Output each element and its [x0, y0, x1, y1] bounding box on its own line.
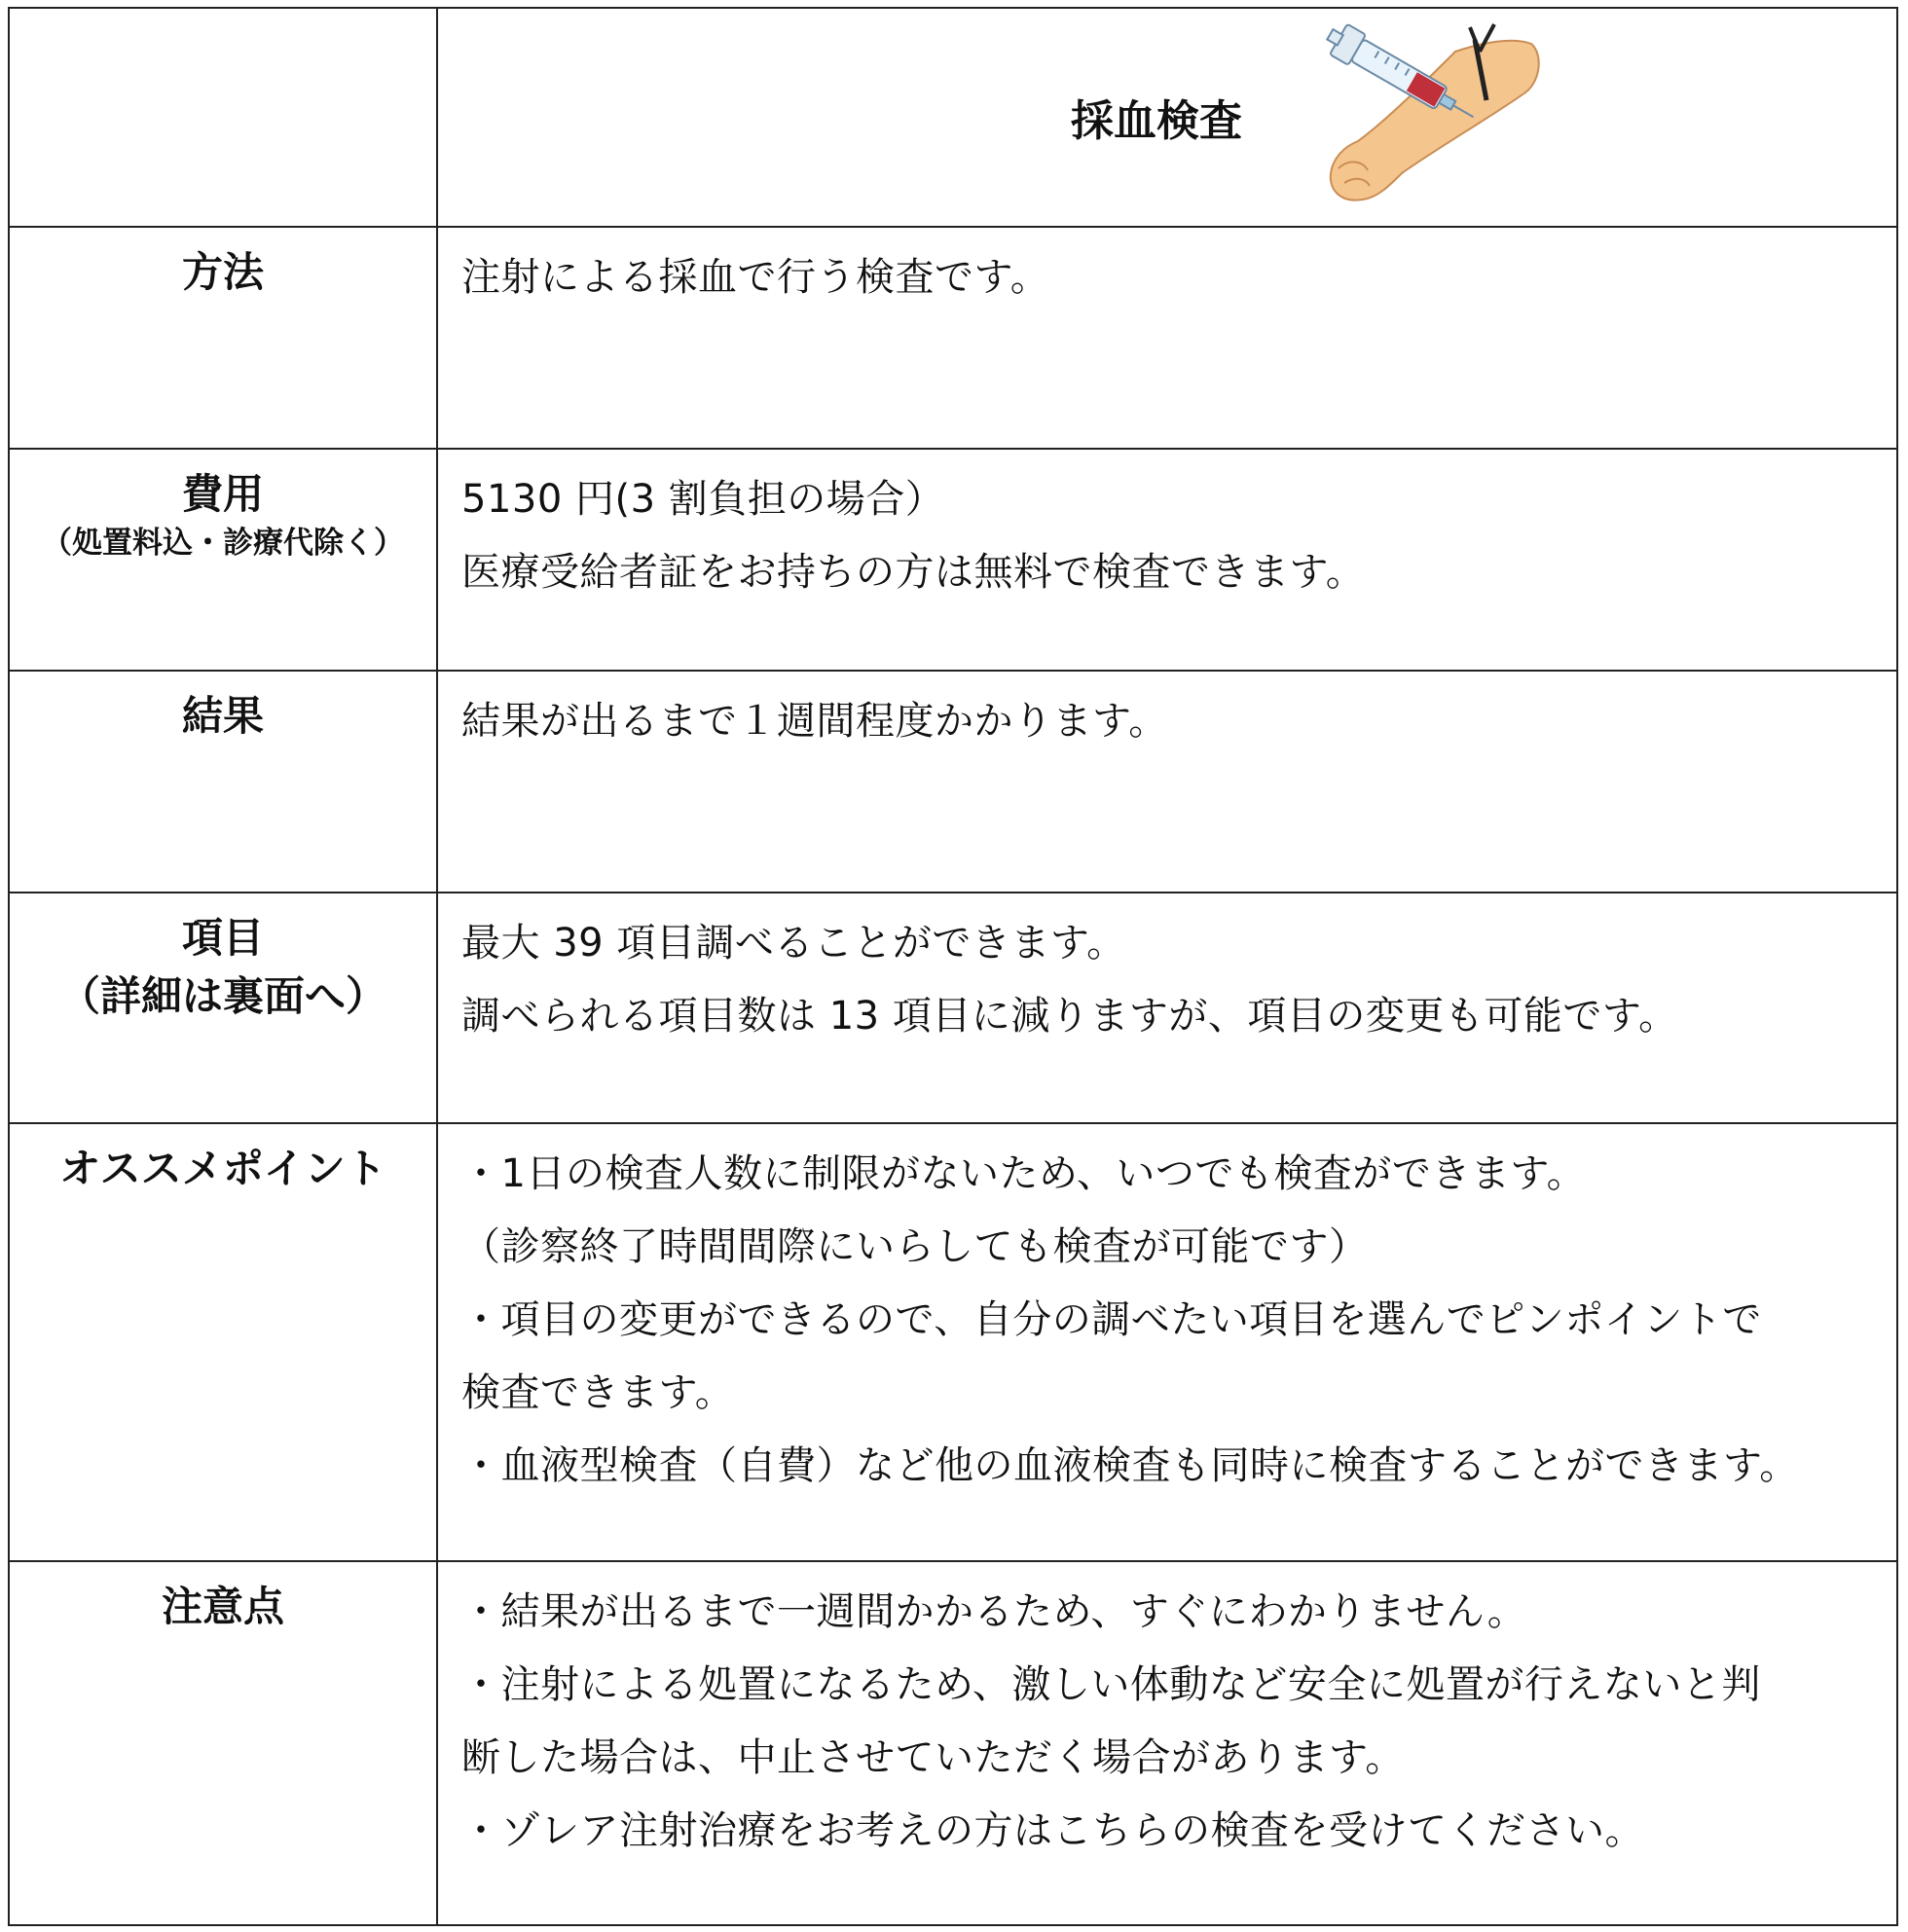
row-value-line: 5130 円(3 割負担の場合）	[461, 477, 945, 522]
row-label: 項目	[181, 914, 264, 962]
table-row-items	[9, 893, 1897, 1123]
row-value-line: （診察終了時間間際にいらしても検査が可能です）	[461, 1224, 1369, 1269]
row-label: 結果	[181, 692, 264, 740]
row-value-cell	[437, 893, 1897, 1123]
row-label-cell	[9, 1561, 437, 1925]
row-value-cell	[437, 1561, 1897, 1925]
table-row-method	[9, 227, 1897, 449]
row-value-line: 断した場合は、中止させていただく場合があります。	[461, 1735, 1405, 1780]
row-label-cell	[9, 227, 437, 449]
row-value-line: ・血液型検査（自費）など他の血液検査も同時に検査することができます。	[461, 1443, 1799, 1488]
table-row-result	[9, 671, 1897, 893]
table-row-caution	[9, 1561, 1897, 1925]
row-value-cell	[437, 449, 1897, 671]
row-label: 方法	[181, 248, 264, 296]
row-label: 注意点	[161, 1583, 284, 1630]
row-value-line: 医療受給者証をお持ちの方は無料で検査できます。	[461, 550, 1366, 595]
row-value-line: 注射による採血で行う検査です。	[461, 255, 1050, 300]
row-value-line: 結果が出るまで１週間程度かかります。	[461, 699, 1168, 744]
table-header-row	[9, 8, 1897, 227]
row-label-cell	[9, 449, 437, 671]
exam-info-table	[8, 7, 1898, 1926]
row-value-line: 最大 39 項目調べることができます。	[461, 921, 1126, 966]
row-value-cell	[437, 671, 1897, 893]
header-title-cell	[437, 8, 1897, 227]
row-value-line: ・ゾレア注射治療をお考えの方はこちらの検査を受けてください。	[461, 1808, 1644, 1853]
table-row-recommend	[9, 1123, 1897, 1561]
row-label-cell	[9, 893, 437, 1123]
table-row-cost	[9, 449, 1897, 671]
row-value-cell	[437, 227, 1897, 449]
row-value-line: ・1日の検査人数に制限がないため、いつでも検査ができます。	[461, 1151, 1587, 1196]
row-label: オススメポイント	[59, 1145, 386, 1192]
row-value-line: ・項目の変更ができるので、自分の調べたい項目を選んでピンポイントで	[461, 1297, 1762, 1342]
row-value-line: ・結果が出るまで一週間かかるため、すぐにわかりません。	[461, 1589, 1527, 1634]
row-value-cell	[437, 1123, 1897, 1561]
blood-draw-illustration-icon	[1309, 13, 1543, 222]
header-empty-cell	[9, 8, 437, 227]
row-value-line: 調べられる項目数は 13 項目に減りますが、項目の変更も可能です。	[461, 994, 1678, 1039]
row-value-line: ・注射による処置になるため、激しい体動など安全に処置が行えないと判	[461, 1662, 1761, 1707]
row-sublabel: （処置料込・診療代除く）	[42, 526, 404, 561]
page-title: 採血検査	[1071, 96, 1242, 146]
row-label-cell	[9, 1123, 437, 1561]
row-label-cell	[9, 671, 437, 893]
row-value-line: 検査できます。	[461, 1370, 735, 1415]
row-sublabel: （詳細は裏面へ）	[58, 972, 386, 1020]
row-label: 費用	[181, 470, 264, 518]
